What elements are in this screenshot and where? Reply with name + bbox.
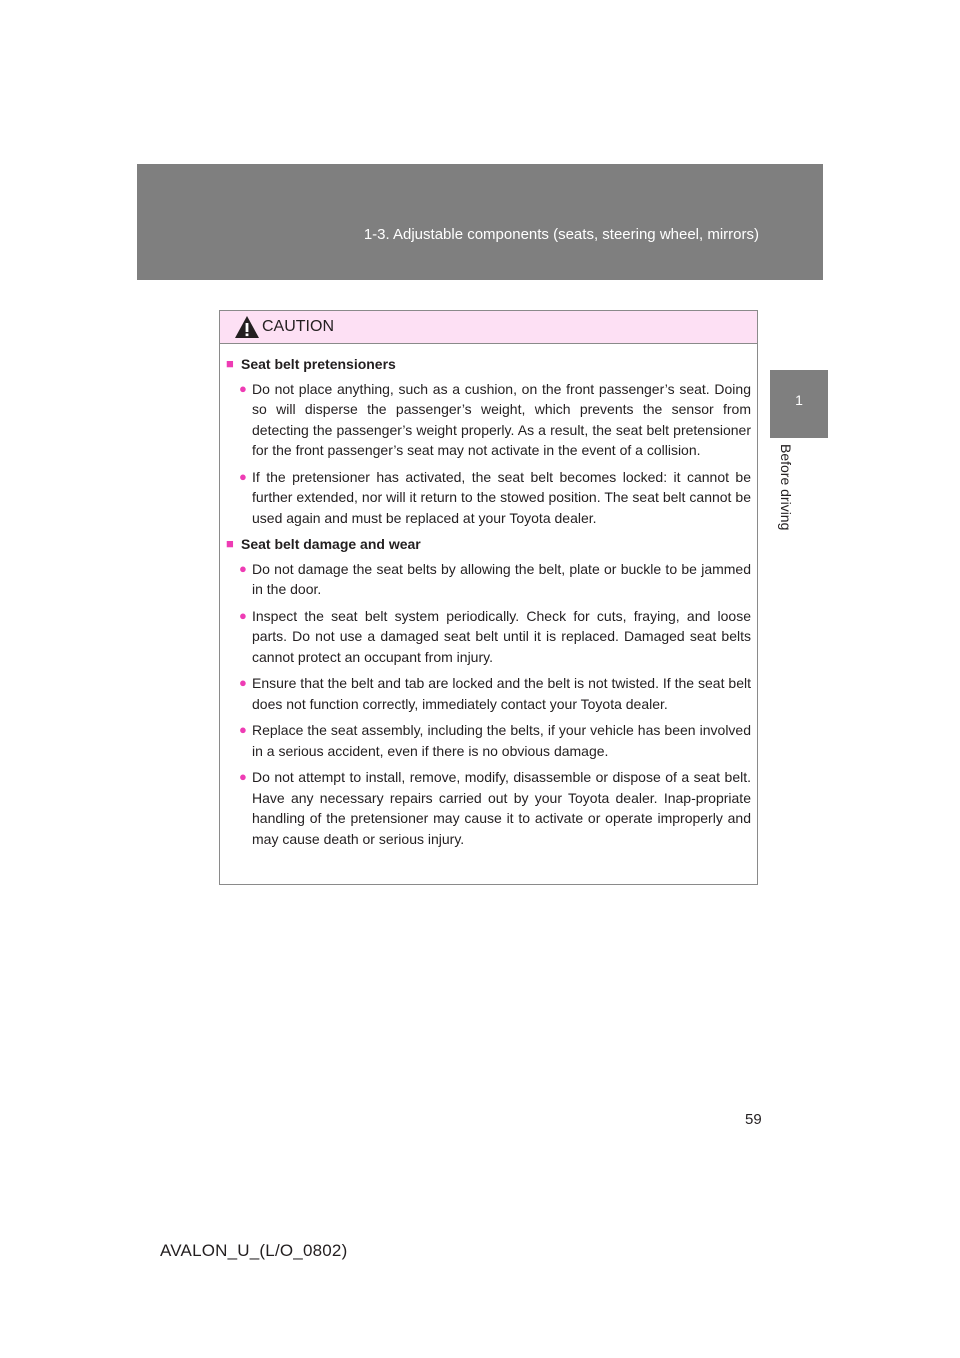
- caution-section-heading: [226, 354, 751, 375]
- section-heading-text: Seat belt damage and wear: [241, 536, 421, 552]
- circle-bullet-icon: ●: [239, 607, 247, 623]
- document-code: AVALON_U_(L/O_0802): [160, 1241, 348, 1260]
- caution-list-item: [239, 720, 751, 761]
- caution-list-item: [239, 379, 751, 461]
- circle-bullet-icon: ●: [239, 675, 247, 690]
- circle-bullet-icon: ●: [239, 769, 247, 784]
- caution-list-item: [239, 767, 751, 849]
- page-number: 59: [745, 1111, 762, 1128]
- circle-bullet-icon: ●: [239, 380, 247, 396]
- caution-item-text: Do not attempt to install, remove, modify, disassemble or dispose of a seat belt. Have any necessary repairs carried out by your Toyota dealer. Inap-propriate handling of the pretensioner may cause it to activate or operate improperly and may cause death or serious injury.: [252, 769, 751, 847]
- header-band: [137, 164, 823, 280]
- warning-triangle-icon: [234, 315, 260, 339]
- caution-title: CAUTION: [262, 318, 334, 335]
- caution-header: [220, 311, 757, 344]
- section-header-title: 1-3. Adjustable components (seats, steering wheel, mirrors): [363, 226, 759, 243]
- caution-item-text: If the pretensioner has activated, the seat belt becomes locked: it cannot be further extended, nor will it return to the stowed position. The seat belt cannot be used again and must be replaced at your Toyota dealer.: [252, 468, 751, 526]
- caution-item-text: Replace the seat assembly, including the belts, if your vehicle has been involved in a serious accident, even if there is no obvious damage.: [252, 722, 751, 759]
- caution-item-text: Do not place anything, such as a cushion, on the front passenger’s seat. Doing so will disperse the passenger’s weight, which prevents the sensor from detecting the passenger’s weight properly. As a result, the seat belt pretensioner for the front passenger’s seat may not activate in the event of a collision.: [252, 380, 751, 458]
- caution-item-text: Do not damage the seat belts by allowing the belt, plate or buckle to be jammed in the door.: [252, 560, 751, 597]
- circle-bullet-icon: ●: [239, 560, 247, 576]
- chapter-label-text: Before driving: [778, 444, 794, 531]
- square-bullet-icon: ■: [226, 536, 234, 551]
- chapter-label: [770, 444, 800, 564]
- circle-bullet-icon: ●: [239, 468, 247, 484]
- chapter-number: 1: [795, 392, 803, 408]
- circle-bullet-icon: ●: [239, 722, 247, 737]
- caution-list-item: [239, 467, 751, 529]
- caution-section-heading: [226, 534, 751, 555]
- chapter-tab: [770, 370, 828, 438]
- caution-list-item: [239, 559, 751, 600]
- caution-item-text: Ensure that the belt and tab are locked and the belt is not twisted. If the seat belt does not function correctly, immediately contact your Toyota dealer.: [252, 675, 751, 712]
- caution-list-item: [239, 606, 751, 668]
- caution-box: [219, 310, 758, 885]
- section-heading-text: Seat belt pretensioners: [241, 356, 396, 372]
- square-bullet-icon: ■: [226, 356, 234, 371]
- caution-item-text: Inspect the seat belt system periodically. Check for cuts, fraying, and loose parts. Do not use a damaged seat belt until it is replaced. Damaged seat belts cannot protect an occupant from injury.: [252, 607, 751, 665]
- caution-list-item: [239, 673, 751, 714]
- caution-body: [220, 344, 757, 849]
